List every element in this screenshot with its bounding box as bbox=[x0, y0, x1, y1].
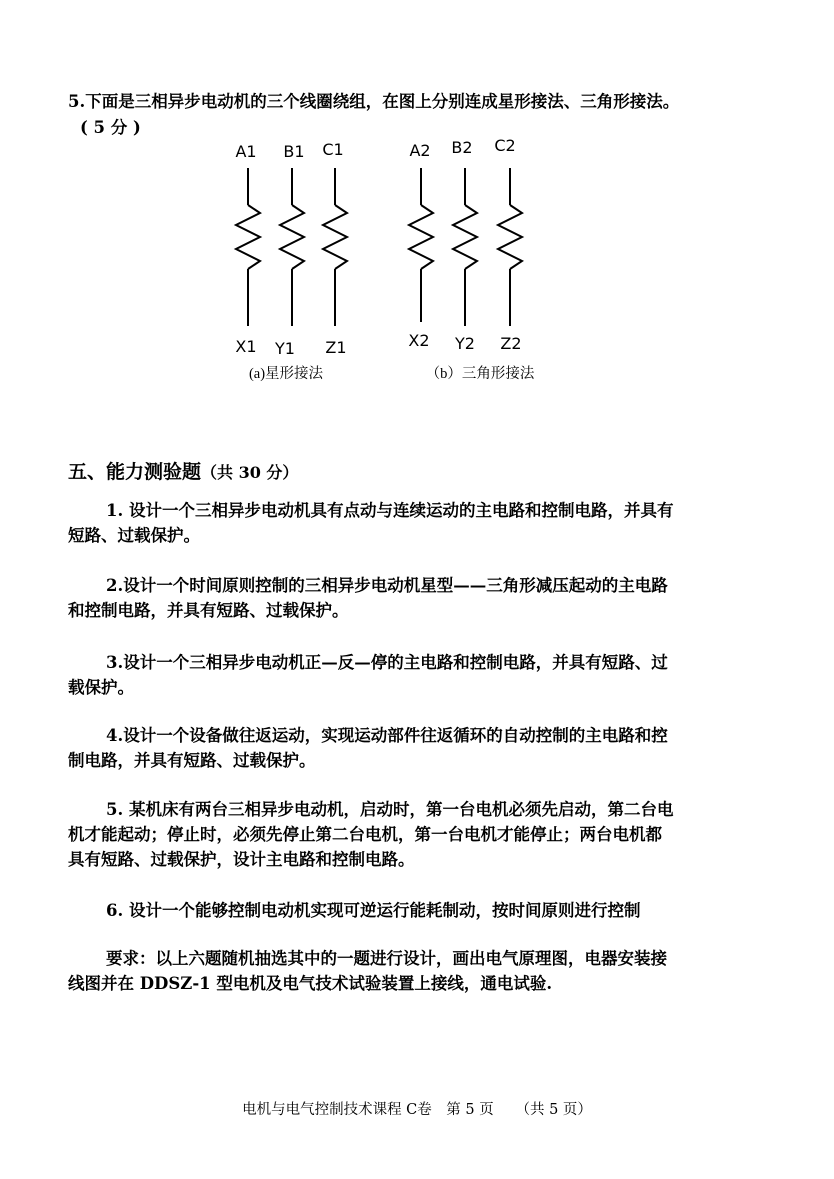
question-2 bbox=[68, 573, 668, 623]
question-2-line1: 2.设计一个时间原则控制的三相异步电动机星型——三角形减压起动的主电路 bbox=[106, 576, 668, 595]
question-5-line2: 机才能起动；停止时，必须先停止第二台电机，第一台电机才能停止；两台电机都 bbox=[68, 825, 662, 844]
requirement-line2: 线图并在 DDSZ-1 型电机及电气技术试验装置上接线，通电试验. bbox=[68, 974, 553, 993]
delta-caption: （b）三角形接法 bbox=[425, 366, 535, 382]
terminal-label-a2: A2 bbox=[409, 141, 431, 160]
question-2-line2: 和控制电路，并具有短路、过载保护。 bbox=[68, 601, 349, 620]
question-3-line2: 载保护。 bbox=[68, 678, 134, 697]
terminal-label-x1: X1 bbox=[235, 337, 257, 356]
star-caption: (a)星形接法 bbox=[248, 366, 324, 382]
terminal-label-x2: X2 bbox=[408, 331, 430, 350]
question-5-points: ( 5 分 ) bbox=[80, 118, 141, 137]
terminal-label-y1: Y1 bbox=[275, 339, 295, 358]
page-footer: 电机与电气控制技术课程 C卷 第 5 页 （共 5 页） bbox=[242, 1102, 592, 1118]
coil-a1-x1 bbox=[236, 168, 260, 326]
question-4-line1: 4.设计一个设备做往返运动，实现运动部件往返循环的自动控制的主电路和控 bbox=[106, 726, 668, 745]
question-6 bbox=[68, 898, 640, 923]
question-5-text: 5.下面是三相异步电动机的三个线圈绕组，在图上分别连成星形接法、三角形接法。 bbox=[68, 92, 680, 111]
question-5 bbox=[68, 797, 673, 872]
terminal-label-b2: B2 bbox=[451, 138, 473, 157]
question-5-line1: 5. 某机床有两台三相异步电动机，启动时，第一台电机必须先启动，第二台电 bbox=[106, 800, 674, 819]
coil-b1-y1 bbox=[280, 168, 304, 326]
question-5-line3: 具有短路、过载保护，设计主电路和控制电路。 bbox=[68, 850, 415, 869]
star-connection-figure bbox=[236, 168, 347, 326]
question-6-line1: 6. 设计一个能够控制电动机实现可逆运行能耗制动，按时间原则进行控制 bbox=[106, 901, 641, 920]
section-title: 五、能力测验题 bbox=[68, 461, 202, 483]
terminal-label-y2: Y2 bbox=[455, 334, 475, 353]
terminal-label-c2: C2 bbox=[494, 136, 516, 155]
question-4-line2: 制电路，并具有短路、过载保护。 bbox=[68, 751, 316, 770]
terminal-label-b1: B1 bbox=[283, 142, 305, 161]
question-1-line1: 1. 设计一个三相异步电动机具有点动与连续运动的主电路和控制电路，并具有 bbox=[106, 501, 674, 520]
requirement-line1: 要求：以上六题随机抽选其中的一题进行设计，画出电气原理图，电器安装接 bbox=[106, 949, 667, 968]
terminal-label-c1: C1 bbox=[322, 140, 344, 159]
requirement bbox=[68, 946, 667, 996]
question-4 bbox=[68, 723, 668, 773]
winding-diagram bbox=[0, 0, 834, 400]
coil-a2-x2 bbox=[409, 168, 433, 322]
question-1-line2: 短路、过载保护。 bbox=[68, 526, 200, 545]
coil-c1-z1 bbox=[323, 168, 347, 326]
question-3 bbox=[68, 650, 668, 700]
terminal-label-z2: Z2 bbox=[500, 334, 522, 353]
question-1 bbox=[68, 498, 673, 548]
terminal-label-a1: A1 bbox=[235, 142, 257, 161]
terminal-label-z1: Z1 bbox=[325, 338, 347, 357]
coil-c2-z2 bbox=[498, 168, 522, 326]
question-3-line1: 3.设计一个三相异步电动机正—反—停的主电路和控制电路，并具有短路、过 bbox=[106, 653, 668, 672]
section-heading bbox=[68, 457, 298, 484]
section-score: （共 30 分） bbox=[201, 463, 299, 482]
delta-connection-figure bbox=[409, 168, 522, 326]
coil-b2-y2 bbox=[453, 168, 477, 326]
